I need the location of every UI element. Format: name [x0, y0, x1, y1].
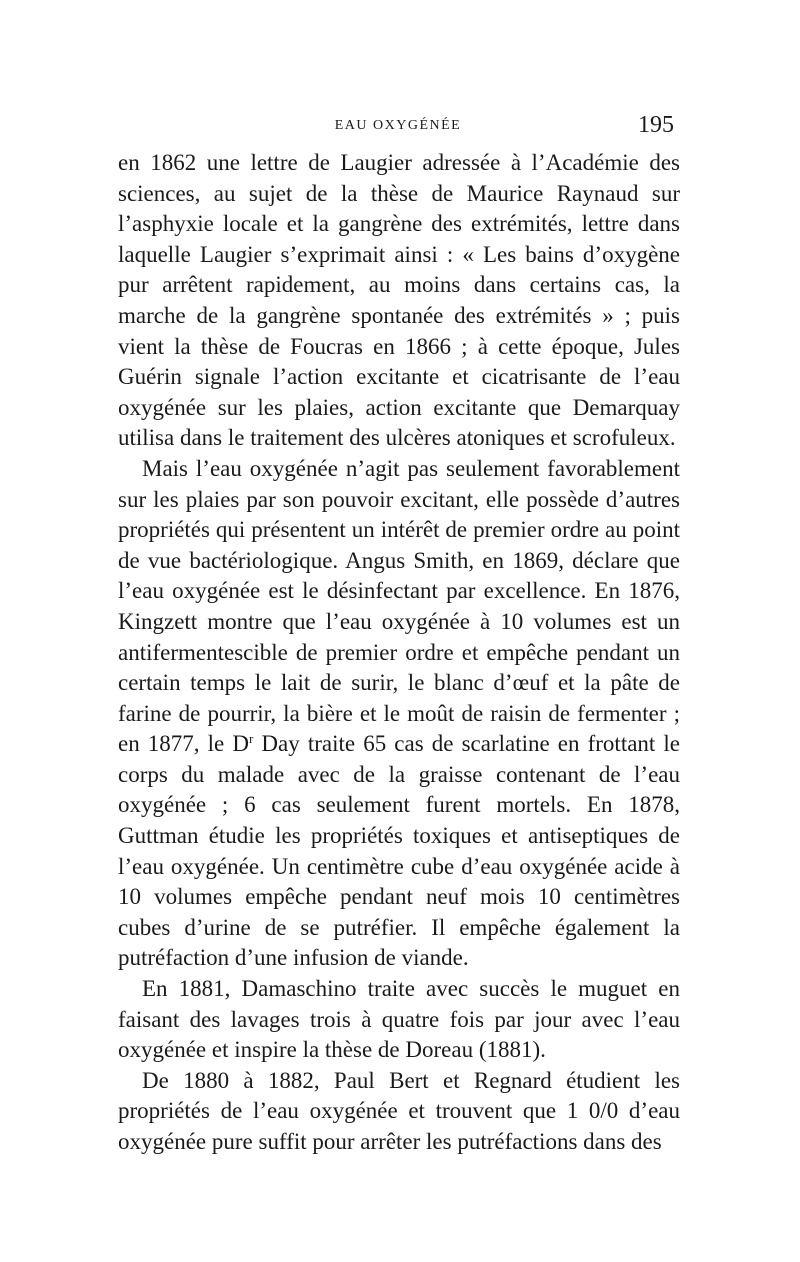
paragraph-4: De 1880 à 1882, Paul Bert et Regnard étudient les propriétés de l’eau oxygénée et trouvent que 1 0/0 d’eau oxygénée pure suffit pour arrêter les putréfactions dans des [118, 1067, 680, 1154]
paragraph-2-text-b: Day traite 65 cas de scarlatine en frottant le corps du malade avec de la graisse contenant de l’eau oxygénée ; 6 cas seulement furent mortels. En 1878, Guttman étudie les propriétés toxiques et antiseptiques de l’eau oxygénée. Un centimètre cube d’eau oxygénée acide à 10 volumes empêche pendant neuf mois 10 centimètres cubes d’urine de se putréfier. Il empêche également la putréfaction d’une infusion de viande. [118, 731, 681, 971]
doctor-abbrev-superscript: r [248, 731, 254, 747]
paragraph-3: En 1881, Damaschino traite avec succès le muguet en faisant des lavages trois à quatre fois par jour avec l’eau oxygénée et inspire la thèse de Doreau (1881). [118, 976, 680, 1063]
running-title: EAU OXYGÉNÉE [334, 118, 462, 133]
running-head [118, 112, 678, 142]
paragraph-2 [118, 454, 680, 974]
paragraph-1: en 1862 une lettre de Laugier adressée à l’Académie des sciences, au sujet de la thèse de Maurice Raynaud sur l’asphyxie locale et la gangrène des extrémités, lettre dans laquelle Laugier s’exprimait ainsi : « Les bains d’oxygène pur arrêtent rapidement, au moins dans certains cas, la marche de la gangrène spontanée des extrémités » ; puis vient la thèse de Foucras en 1866 ; à cette époque, Jules Guérin signale l’action excitante et cicatrisante de l’eau oxygénée sur les plaies, action excitante que Demarquay utilisa dans le traitement des ulcères atoniques et scrofuleux. [118, 150, 680, 451]
page-number: 195 [638, 112, 674, 138]
body-text [118, 148, 680, 1158]
paragraph-2-text-a: Mais l’eau oxygénée n’agit pas seulement favorablement sur les plaies par son pouvoir excitant, elle possède d’autres propriétés qui présentent un intérêt de premier ordre au point de vue bactériologique. Angus Smith, en 1869, déclare que l’eau oxygénée est le désinfectant par excellence. En 1876, Kingzett montre que l’eau oxygénée à 10 volumes est un antifermentescible de premier ordre et empêche pendant un certain temps le lait de surir, le blanc d’œuf et la pâte de farine de pourrir, la bière et le moût de raisin de fermenter ; en 1877, le D [118, 455, 680, 757]
